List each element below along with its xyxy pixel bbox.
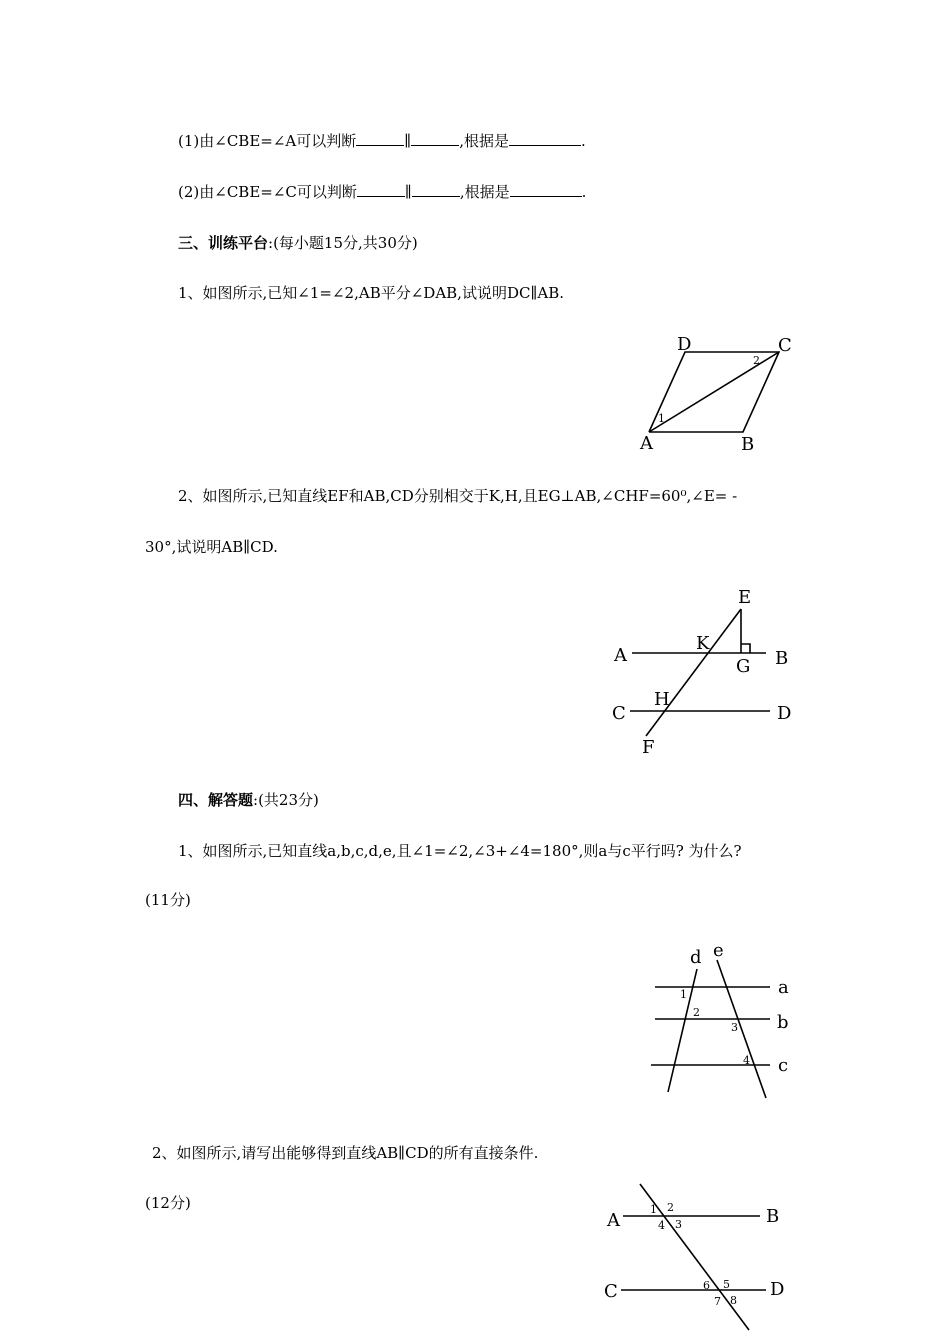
label-D: D	[770, 1279, 785, 1300]
angle-4: 4	[743, 1054, 750, 1067]
label-C: C	[612, 703, 626, 724]
right-angle-mark	[741, 644, 750, 653]
angle-2: 2	[753, 354, 760, 367]
label-E: E	[738, 587, 752, 608]
label-D: D	[777, 703, 792, 724]
label-H: H	[654, 689, 670, 710]
angle-4: 4	[658, 1219, 665, 1232]
label-B: B	[741, 434, 755, 455]
section-3-problem-2-line-1: 2、如图所示,已知直线EF和AB,CD分别相交于K,H,且EG⊥AB,∠CHF=60⁰,∠E= -	[178, 487, 738, 505]
section-3-title: 三、训练平台	[178, 234, 269, 252]
section-4-problem-2-score: (12分)	[145, 1194, 191, 1212]
label-A: A	[640, 433, 653, 454]
line-ef	[646, 609, 741, 736]
label-a: a	[778, 977, 789, 998]
angle-1: 1	[650, 1203, 657, 1216]
section-4-problem-2-line-1: 2、如图所示,请写出能够得到直线AB∥CD的所有直接条件.	[152, 1144, 539, 1162]
angle-3: 3	[675, 1218, 682, 1231]
figure-parallelogram	[639, 334, 792, 455]
section-4-problem-1-line-1: 1、如图所示,已知直线a,b,c,d,e,且∠1=∠2,∠3+∠4=180°,则a与c平行吗? 为什么?	[178, 842, 742, 860]
parallel-symbol: ∥	[404, 183, 412, 201]
label-C: C	[604, 1281, 618, 1302]
section-3-problem-1: 1、如图所示,已知∠1=∠2,AB平分∠DAB,试说明DC∥AB.	[178, 284, 565, 302]
label-K: K	[696, 633, 710, 654]
section-4-problem-1-score: (11分)	[145, 891, 191, 909]
section-4-title: 四、解答题	[178, 791, 254, 809]
label-G: G	[736, 656, 751, 677]
section-3-note: :(每小题15分,共30分)	[268, 234, 418, 252]
angle-6: 6	[703, 1279, 710, 1292]
question-2-text: (2)由∠CBE=∠C可以判断	[178, 183, 357, 201]
label-e: e	[713, 940, 724, 961]
period: .	[580, 132, 586, 150]
angle-3: 3	[731, 1021, 738, 1034]
label-A: A	[607, 1210, 620, 1231]
label-B: B	[775, 648, 789, 669]
figure-lines-abcde	[651, 940, 789, 1098]
question-2-reason: ,根据是	[459, 183, 510, 201]
period: .	[581, 183, 587, 201]
label-C: C	[778, 335, 792, 356]
angle-7: 7	[714, 1295, 721, 1308]
figure-transversal-8-angles	[604, 1184, 784, 1330]
label-c: c	[778, 1055, 789, 1076]
label-B: B	[766, 1206, 780, 1227]
angle-1: 1	[680, 988, 687, 1001]
label-A: A	[614, 645, 627, 666]
label-D: D	[677, 334, 692, 355]
label-d: d	[690, 947, 702, 968]
line-e	[717, 960, 766, 1098]
question-1-text: (1)由∠CBE=∠A可以判断	[178, 132, 357, 150]
parallel-symbol: ∥	[404, 132, 412, 150]
label-b: b	[777, 1012, 789, 1033]
angle-5: 5	[723, 1278, 730, 1291]
figure-transversal-ef	[612, 587, 791, 758]
angle-2: 2	[667, 1201, 674, 1214]
section-4-note: :(共23分)	[253, 791, 319, 809]
question-1-reason: ,根据是	[459, 132, 509, 150]
angle-8: 8	[730, 1294, 737, 1307]
section-3-problem-2-line-2: 30°,试说明AB∥CD.	[145, 538, 278, 556]
label-F: F	[642, 737, 655, 758]
angle-2: 2	[693, 1006, 700, 1019]
angle-1: 1	[658, 412, 665, 425]
